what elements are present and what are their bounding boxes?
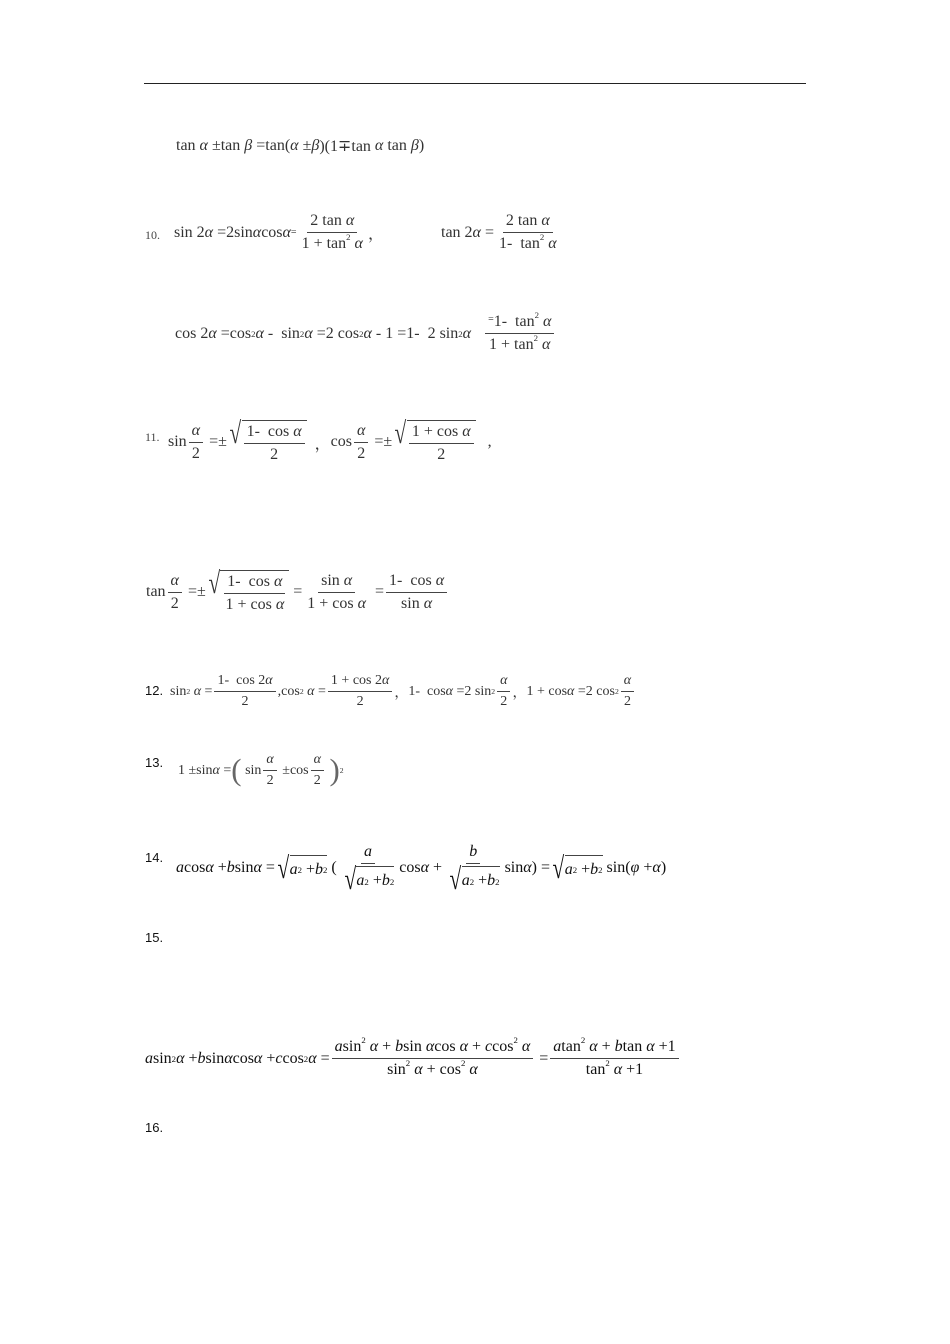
comma: ， [512,685,527,701]
item-number-11: 11. [145,430,160,444]
item-number-14: 14. [145,850,164,865]
formula-10-double-angle-tan: tan 2 α = $\frac{\text{2 tan α}}{1- \tan^2 \alpha}$ [441,212,557,253]
header-rule [144,83,806,84]
comma: , [487,433,492,451]
item-number-13: 13. [145,755,164,770]
comma: ， [314,435,331,453]
comma: ， [394,685,409,701]
formula-10-double-angle-sin: sin 2 α =2sin α cos α = $\frac{\text{2 tan α}}{1 + \tan^2 \alpha}$ ， [174,212,384,253]
item-number-12: 12. [145,683,164,698]
formula-cos-double-angle: cos 2 α =cos 2 α - sin 2 α =2 cos 2 α - 1 =1- 2 sin 2 α $\frac{^=1- \tan^2 \alpha}{1 + \tan^2 \alpha}$ [175,313,556,355]
formula-13: 1 ±sin α = ( sin $\frac{\alpha}{2}$ ±cos $\frac{\alpha}{2}$ ) 2 [178,752,344,789]
item-number-10: 10. [145,228,160,242]
comma: ， [367,226,384,244]
formula-14-auxiliary-angle: a cos α + b sin α = √ a 2 + b 2 ( a √ a 2 + b 2 cos α + b √ a 2 + b 2 sin α ) = √ a 2 + b 2 sin( φ + α ) [176,843,667,897]
formula-half-angle-tan: tan $\frac{\alpha}{2}$ =± √ $\frac{\text{1- cos α}}{\text{1 + cos α}}$ = $\frac{\text{sin α}}{\text{1 + cos α}}$ = $\frac{\text{1- cos α}}{\text{sin α}}$ [146,570,449,615]
formula-12-power-reduction: sin 2 α = $\frac{1- \cos 2\alpha}{2}$ ,cos 2 α = $\frac{1 + \cos 2\alpha}{2}$ ， 1- cos α =2 sin 2 $\frac{\alpha}{2}$ ， 1 + cos α =2 cos 2 $\frac{\alpha}{2}$ [170,673,636,710]
item-number-15: 15. [145,930,164,945]
formula-11-half-angle-sin-cos: sin $\frac{\alpha}{2}$ =± √ $\frac{\text{1- cos α}}{2}$ ， cos $\frac{\alpha}{2}$ =± √ $\frac{\text{1 + cos α}}{2}$ , [168,416,492,464]
formula-tan-sum: tan α ±tan β =tan( α ± β )(1∓tan α tan β ) [176,137,425,155]
formula-15-homogeneous: a sin 2 α + b sin α cos α + c cos 2 α = $\frac{asin^2 \alpha + bsin \alpha\cos \alpha + ccos^2 \alpha}{\sin^2 \alpha + \cos^2 \alpha}$ = $\frac{atan^2 \alpha + btan \alpha +1}{\tan^2 \alpha +1}$ [145,1038,681,1080]
item-number-16: 16. [145,1120,164,1135]
